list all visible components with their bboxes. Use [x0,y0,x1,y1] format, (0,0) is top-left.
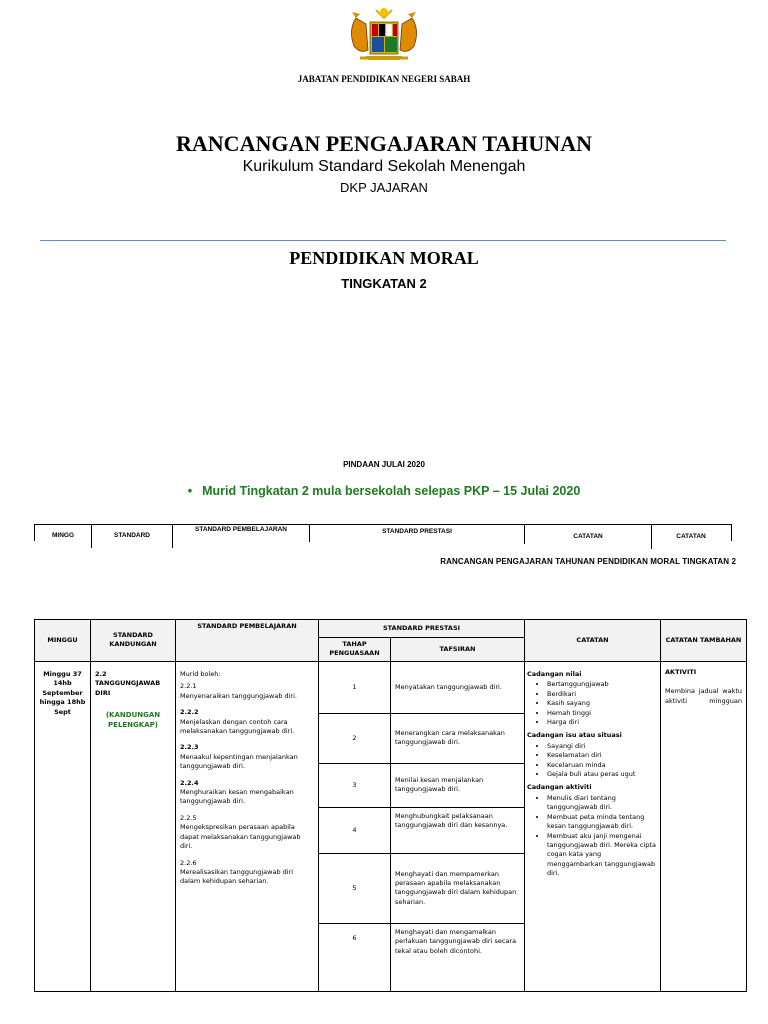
strip-minggu: MINGG [35,525,92,548]
catatan-isu-title: Cadangan isu atau situasi [527,731,622,740]
catatan-aktiviti-title: Cadangan aktiviti [527,783,592,792]
header-standard-kandungan: STANDARD KANDUNGAN [91,620,176,662]
tahap-cell: 4 [319,807,391,853]
header-tafsiran: TAFSIRAN [391,638,525,662]
strip-catatan-1: CATATAN [525,525,652,549]
document-title: RANCANGAN PENGAJARAN TAHUNAN [176,131,592,156]
school-start-note [0,484,768,498]
header-catatan-tambahan: CATATAN TAMBAHAN [661,620,747,662]
sp-item: 2.2.5Mengekspresikan perasaan apabila dapat melaksanakan tanggungjawab diri. [180,813,301,851]
department-name: JABATAN PENDIDIKAN NEGERI SABAH [297,74,471,84]
list-item: • Hemah tinggi [547,709,656,718]
tahap-cell: 1 [319,661,391,713]
header-standard-pembelajaran: STANDARD PEMBELAJARAN [176,620,319,662]
tahap-cell: 2 [319,713,391,763]
subject-title: PENDIDIKAN MORAL [289,248,479,268]
list-item: • Berdikari [547,690,656,699]
sp-item: 2.2.4Menghuraikan kesan mengabaikan tanggungjawab diri. [180,778,294,806]
list-item: • Kasih sayang [547,699,656,708]
tafsiran-cell: Menerangkan cara melaksanakan tanggungjawab diri. [391,713,525,763]
list-item: • Menulis diari tentang tanggungjawab diri. [547,794,656,813]
list-item: • Membuat aku janji mengenai tanggungjawab diri. Mereka cipta cogan kata yang menggambarkan tanggungjawab diri. [547,832,656,879]
list-item: • Keselamatan diri [547,751,656,760]
header-catatan: CATATAN [525,620,661,662]
tafsiran-cell: Menilai kesan menjalankan tanggungjawab diri. [391,763,525,807]
revision-label: PINDAAN JULAI 2020 [343,460,425,469]
tafsiran-cell: Menghubungkait pelaksanaan tanggungjawab diri dan kesannya. [391,807,525,853]
catatan-tambahan-cell [661,661,747,991]
tahap-cell: 3 [319,763,391,807]
sp-item: 2.2.3Menaakul kepentingan menjalankan tanggungjawab diri. [180,743,298,771]
standard-kandungan-cell [91,661,176,991]
strip-catatan-2: CATATAN [676,533,706,540]
divider-rule [40,240,726,241]
list-item: • Gejala buli atau peras ugut [547,770,656,779]
standard-pembelajaran-cell [176,661,319,991]
sp-intro: Murid boleh: [180,669,221,678]
sp-item: 2.2.6Merealisasikan tanggungjawab diri dalam kehidupan seharian. [180,858,294,886]
lesson-plan-table [34,619,747,992]
page-running-header: RANCANGAN PENGAJARAN TAHUNAN PENDIDIKAN MORAL TINGKATAN 2 [440,557,736,566]
policy-label: DKP JAJARAN [340,180,428,195]
header-tahap-penguasaan: TAHAP PENGUASAAN [319,638,391,662]
header-minggu: MINGGU [35,620,91,662]
form-label: TINGKATAN 2 [341,276,427,291]
list-item: • Bertanggungjawab [547,680,656,689]
list-item: • Kecelaruan minda [547,761,656,770]
sk-code: 2.2 [95,669,107,678]
list-item: • Membuat peta minda tentang kesan tanggungjawab diri. [547,813,656,832]
list-item: • Sayangi diri [547,742,656,751]
table-row [35,661,747,713]
catatan-nilai-list [527,680,656,727]
catatan-nilai-title: Cadangan nilai [527,669,582,678]
catatan-aktiviti-list [527,794,656,879]
tafsiran-cell: Menghayati dan mempamerkan perasaan apabila melaksanakan tanggungjawab diri dalam kehidupan seharian. [391,853,525,923]
sp-item: 2.2.2Menjelaskan dengan contoh cara melaksanakan tanggungjawab diri. [180,708,295,735]
tambahan-text: Membina jadual waktu aktiviti mingguan [665,687,742,705]
catatan-isu-list [527,742,656,780]
table-header-strip [34,524,732,541]
week-cell: Minggu 37 14hb September hingga 18hb Sept [35,661,91,991]
list-item: • Harga diri [547,718,656,727]
sk-name: TANGGUNGJAWAB DIRI [95,679,161,697]
sk-tag: (KANDUNGAN PELENGKAP) [105,711,161,730]
document-subtitle: Kurikulum Standard Sekolah Menengah [242,158,526,175]
header-standard-prestasi: STANDARD PRESTASI [319,620,525,638]
strip-prestasi: STANDARD PRESTASI [310,525,525,544]
sp-item: 2.2.1Menyenaraikan tanggungjawab diri. [180,682,297,700]
bullet-icon: • [187,484,193,498]
tahap-cell: 5 [319,853,391,923]
tafsiran-cell: Menyatakan tanggungjawab diri. [391,661,525,713]
strip-standard: STANDARD [92,525,173,548]
tahap-cell: 6 [319,923,391,991]
catatan-cell [525,661,661,991]
school-start-note-text: Murid Tingkatan 2 mula bersekolah selepas PKP – 15 Julai 2020 [202,484,581,498]
strip-sp: STANDARD PEMBELAJARAN [173,525,310,542]
tambahan-title: AKTIVITI [665,667,697,676]
coat-of-arms-crest [326,4,442,64]
tafsiran-cell: Menghayati dan mengamalkan perlakuan tanggungjawab diri secara tekal atau boleh dicontohi. [391,923,525,991]
